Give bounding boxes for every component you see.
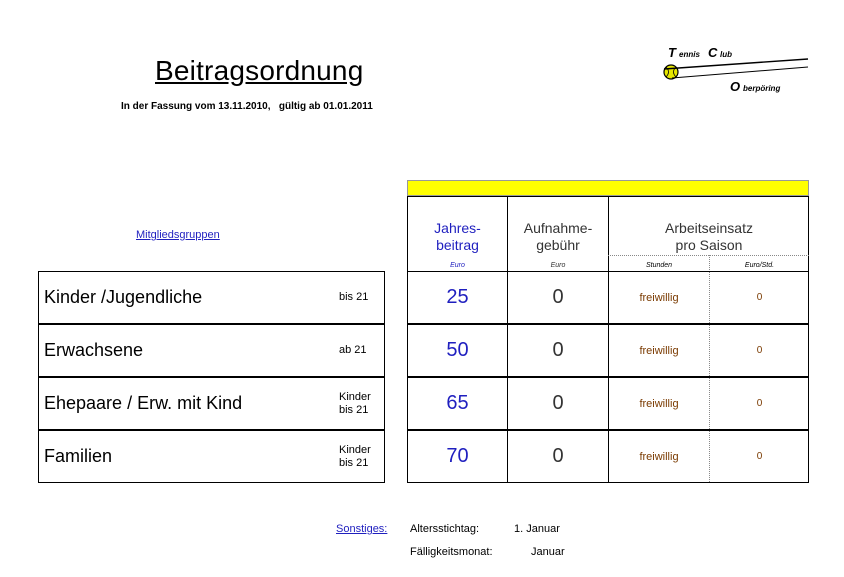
annual-fee: 65 — [446, 392, 469, 414]
group-name: Kinder /Jugendliche — [44, 287, 203, 307]
age-cutoff-value: 1. Januar — [514, 523, 560, 535]
header-arbeitseinsatz: Arbeitseinsatz pro Saison — [665, 220, 753, 253]
club-logo — [660, 45, 810, 105]
euro-per-hour: 0 — [756, 398, 763, 409]
admission-fee: 0 — [552, 392, 564, 414]
annual-fee: 70 — [446, 445, 469, 467]
table-header — [407, 196, 809, 271]
misc-link[interactable]: Sonstiges: — [336, 523, 388, 535]
header-aufnahme: Aufnahme- gebühr Euro — [523, 220, 593, 269]
group-age: Kinder bis 21 — [339, 443, 371, 469]
group-name: Erwachsene — [44, 340, 144, 360]
work-hours: freiwillig — [639, 397, 679, 410]
age-cutoff-label: Altersstichtag: — [410, 523, 480, 535]
table-row — [38, 430, 809, 483]
group-name: Familien — [44, 446, 113, 466]
page-title: Beitragsordnung — [155, 55, 364, 86]
euro-per-hour: 0 — [756, 345, 763, 356]
logo-word-berporing: berpöring — [743, 84, 781, 93]
table-row — [38, 377, 809, 430]
work-hours: freiwillig — [639, 344, 679, 357]
due-month-label: Fälligkeitsmonat: — [410, 546, 493, 558]
group-name: Ehepaare / Erw. mit Kind — [44, 393, 243, 413]
logo-letter-t: T — [668, 45, 676, 60]
admission-fee: 0 — [552, 339, 564, 361]
admission-fee: 0 — [552, 286, 564, 308]
annual-fee: 25 — [446, 286, 469, 308]
euro-per-hour: 0 — [756, 292, 763, 303]
groups-link[interactable]: Mitgliedsgruppen — [136, 229, 220, 241]
logo-word-ennis: ennis — [679, 50, 700, 59]
page-subtitle: In der Fassung vom 13.11.2010, gültig ab 01.01.2011 — [121, 101, 373, 112]
annual-fee: 50 — [446, 339, 469, 361]
table-row — [38, 271, 809, 324]
admission-fee: 0 — [552, 445, 564, 467]
euro-per-hour: 0 — [756, 451, 763, 462]
work-hours: freiwillig — [639, 291, 679, 304]
logo-letter-c: C — [708, 45, 718, 60]
table-row — [38, 324, 809, 377]
logo-word-lub: lub — [720, 50, 732, 59]
header-beitrag: Jahres- beitrag Euro — [434, 220, 481, 269]
highlight-bar — [407, 180, 809, 196]
group-age: bis 21 — [339, 291, 369, 303]
header-stunden: Stunden — [645, 262, 673, 269]
logo-letter-o: O — [730, 79, 741, 94]
header-euro-std: Euro/Std. — [744, 262, 775, 269]
work-hours: freiwillig — [639, 450, 679, 463]
due-month-value: Januar — [531, 546, 565, 558]
group-age: ab 21 — [339, 344, 367, 356]
group-age: Kinder bis 21 — [339, 390, 371, 416]
